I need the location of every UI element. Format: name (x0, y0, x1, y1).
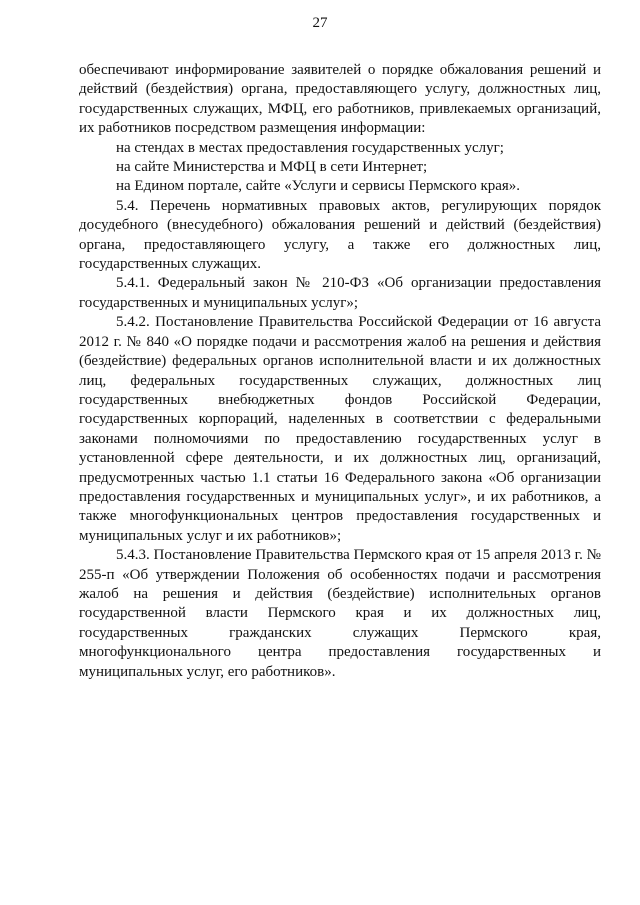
paragraph-appeal-information: обеспечивают информирование заявителей о порядке обжалования решений и действий (бездействия) органа, предоставляющего услугу, должностных лиц, государственных служащих, МФЦ, его работников, привлекаемых организаций, их работников посредством размещения информации: (79, 62, 601, 137)
list-item-portal: на Едином портале, сайте «Услуги и сервисы Пермского края». (116, 178, 521, 195)
paragraph-5-4: 5.4. Перечень нормативных правовых актов, регулирующих порядок досудебного (внесудебного) обжалования решений и действий (бездействия) органа, предоставляющего услугу, а также его должностных лиц, государственных служащих. (79, 197, 601, 273)
paragraph-5-4-2: 5.4.2. Постановление Правительства Российской Федерации от 16 августа 2012 г. № 840 «О порядке подачи и рассмотрения жалоб на решения и действия (бездействие) федеральных органов исполнительной власти и их должностных лиц, федеральных государственных служащих, должностных лиц государственных внебюджетных фондов Российской Федерации, государственных корпораций, наделенных в соответствии с федеральными законами полномочиями по предоставлению государственных услуг в установленной сфере деятельности, и их должностных лиц, организаций, предусмотренных частью 1.1 статьи 16 Федерального закона «Об организации предоставления государственных и муниципальных услуг», и их работников, а также многофункциональных центров предоставления государственных и муниципальных услуг и их работников»; (79, 314, 601, 544)
list-item-stands: на стендах в местах предоставления государственных услуг; (116, 139, 504, 156)
list-item-website: на сайте Министерства и МФЦ в сети Интернет; (116, 159, 428, 176)
paragraph-5-4-3: 5.4.3. Постановление Правительства Пермского края от 15 апреля 2013 г. № 255-п «Об утверждении Положения об особенностях подачи и рассмотрения жалоб на решения и действия (бездействие) исполнительных органов государственной власти Пермского края и их должностных лиц, государственных гражданских служащих Пермского края, многофункционального центра предоставления государственных и муниципальных услуг, его работников». (79, 547, 601, 680)
page-number: 27 (312, 15, 328, 31)
paragraph-5-4-1: 5.4.1. Федеральный закон № 210-ФЗ «Об организации предоставления государственных и муниципальных услуг»; (79, 275, 601, 311)
document-body (79, 61, 601, 682)
